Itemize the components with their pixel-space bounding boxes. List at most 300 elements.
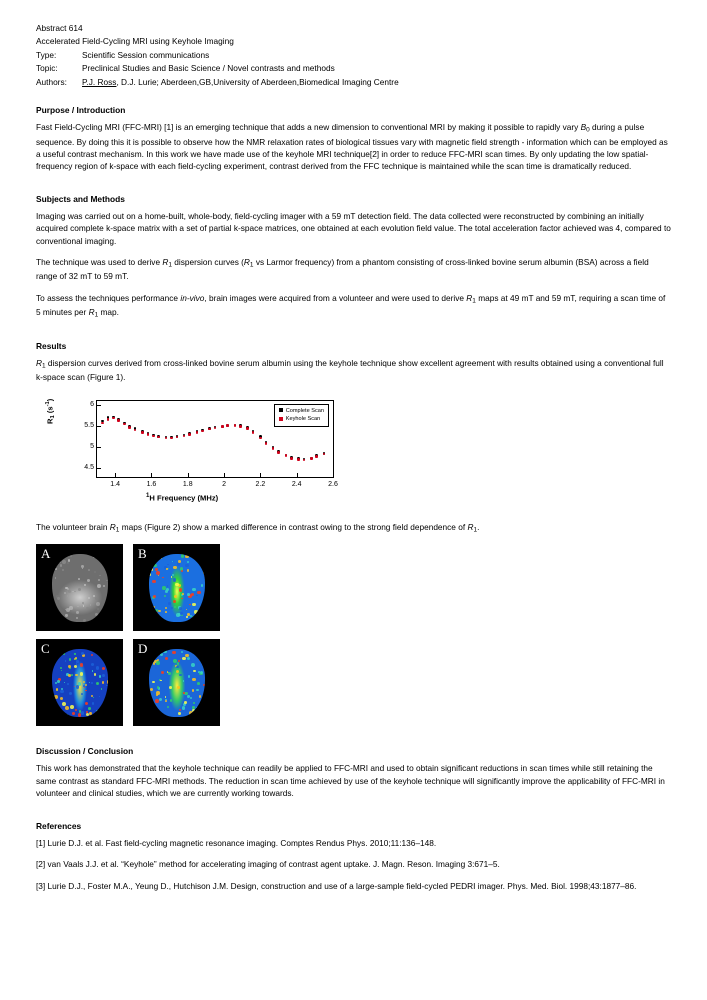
brain-map-texture: [166, 588, 169, 591]
brain-anatomical-texture: [52, 614, 55, 617]
brain-row-bottom: [36, 639, 300, 726]
brain-map-texture: [63, 652, 66, 655]
brain-panel-c: [36, 639, 123, 726]
brain-map-texture: [158, 575, 159, 576]
section-heading-references: References: [36, 820, 82, 831]
brain-anatomical-texture: [76, 617, 78, 619]
brain-anatomical-texture: [58, 560, 61, 563]
brain-anatomical-texture: [69, 606, 73, 610]
brain-map-texture: [155, 667, 158, 670]
brain-map-texture: [92, 670, 94, 672]
brain-map-texture: [179, 607, 182, 610]
chart-data-point: [252, 431, 255, 434]
brain-anatomical-texture: [82, 568, 83, 569]
brain-anatomical-texture: [67, 595, 69, 597]
brain-map-texture: [202, 655, 204, 657]
brain-map-texture: [55, 711, 59, 715]
brain-map-texture: [196, 595, 198, 597]
brain-map-texture: [177, 662, 179, 664]
purpose-symbol-b0: B: [580, 122, 587, 133]
brain-map-texture: [187, 621, 189, 622]
brain-panel-d: [133, 639, 220, 726]
brain-map-texture: [181, 554, 184, 557]
brain-map-texture: [56, 688, 59, 691]
brain-anatomical-texture: [62, 569, 64, 571]
chart-y-tick: [97, 468, 101, 469]
methods-p3-b: , brain images were acquired from a volunteer and were used to derive: [204, 292, 467, 303]
brain-map-texture: [174, 606, 176, 608]
results-p1-a: dispersion curves derived from cross-linked bovine serum albumin using the keyhole technique show excellent agreement with results obtained using a conventional full k-space scan (Figure 1).: [36, 358, 664, 383]
brain-map-texture: [182, 657, 185, 660]
brain-anatomical-texture: [67, 562, 69, 564]
brain-anatomical-texture: [95, 613, 98, 616]
brain-anatomical-texture: [56, 619, 59, 621]
chart-data-point: [208, 428, 211, 431]
brain-map-texture: [173, 566, 176, 569]
brain-map-texture: [57, 680, 60, 683]
brain-map-texture: [83, 681, 85, 683]
brain-map-texture: [149, 562, 150, 563]
reference-item: [2] van Vaals J.J. et al. “Keyhole” method for accelerating imaging of contrast agent uptake. J. Magn. Reson. Imaging 3:671–5.: [36, 859, 500, 870]
brain-map-texture: [160, 653, 163, 656]
brain-map-texture: [54, 695, 58, 699]
brain-map-texture: [182, 593, 184, 595]
results-p1-r1: R: [36, 358, 42, 369]
brain-map-texture: [180, 612, 183, 615]
brain-map-texture: [102, 674, 105, 677]
chart-data-point: [134, 429, 137, 432]
brain-image-map-d: [149, 649, 205, 717]
brain-panel-a: [36, 544, 123, 631]
reference-list: [36, 837, 671, 892]
brain-map-texture: [198, 558, 200, 560]
brain-map-texture: [85, 702, 88, 705]
brain-map-texture: [192, 616, 195, 619]
fig2-cap-c: .: [477, 521, 480, 532]
brain-row-top: [36, 544, 300, 631]
brain-map-texture: [173, 578, 176, 581]
brain-map-texture: [175, 583, 179, 587]
chart-legend: [274, 404, 329, 427]
chart-data-point: [188, 433, 191, 436]
brain-map-texture: [81, 693, 83, 695]
brain-anatomical-texture: [68, 559, 71, 562]
brain-map-texture: [160, 680, 162, 682]
brain-anatomical-texture: [105, 613, 107, 615]
brain-map-texture: [176, 613, 180, 617]
chart-data-point: [170, 437, 173, 440]
brain-anatomical-texture: [60, 564, 62, 566]
brain-map-texture: [67, 683, 69, 685]
brain-map-texture: [79, 710, 81, 712]
chart-data-point: [107, 418, 110, 421]
brain-map-texture: [165, 607, 167, 609]
brain-image-anatomical: [52, 554, 108, 622]
results-p1-r1-sub: 1: [42, 362, 46, 370]
chart-data-point: [128, 426, 131, 429]
brain-map-texture: [194, 610, 197, 613]
brain-map-texture: [193, 653, 196, 656]
brain-map-texture: [177, 686, 179, 688]
brain-panel-d-label: D: [138, 641, 148, 656]
brain-map-texture: [161, 558, 162, 559]
brain-anatomical-texture: [83, 605, 85, 607]
chart-data-point: [112, 417, 115, 420]
brain-map-texture: [153, 564, 156, 567]
brain-map-texture: [185, 564, 189, 568]
chart-y-tick: [97, 426, 101, 427]
brain-map-texture: [157, 615, 160, 618]
purpose-text-c: during a pulse sequence. By doing this it is possible to observe how the NMR relaxation rates of biological tissues vary with magnetic field strength - information which can be employed as a useful contrast mechanism. In this work we have made use of the keyhole MRI technique[2] in order to reduce FFC-MRI scan times. By only updating the low spatial-frequency region of k-space with each field-cycling experiment, contrast derived from the FFC technique is maintained while the scan time is dramatically reduced.: [36, 122, 668, 172]
chart-data-point: [147, 433, 150, 436]
chart-y-tick-label: 5: [90, 443, 94, 451]
chart-x-tick: [224, 473, 225, 477]
chart-x-tick: [151, 473, 152, 477]
brain-map-texture: [156, 571, 160, 575]
brain-map-texture: [191, 663, 195, 667]
chart-x-tick: [260, 473, 261, 477]
chart-data-point: [101, 422, 104, 425]
brain-anatomical-texture: [97, 608, 99, 610]
brain-map-texture: [102, 667, 105, 670]
brain-map-texture: [64, 682, 66, 684]
brain-image-map-c: [52, 649, 108, 717]
brain-map-texture: [168, 568, 169, 569]
brain-map-texture: [65, 660, 66, 661]
brain-anatomical-texture: [83, 619, 85, 621]
brain-map-texture: [167, 564, 168, 565]
legend-swatch-keyhole: [279, 417, 283, 421]
chart-data-point: [323, 453, 326, 456]
brain-anatomical-texture: [68, 590, 71, 593]
brain-map-texture: [178, 712, 181, 715]
brain-map-texture: [183, 680, 185, 682]
brain-anatomical-texture: [90, 604, 91, 605]
reference-item: [1] Lurie D.J. et al. Fast field-cycling magnetic resonance imaging. Comptes Rendus Phys. 2010;11:136–148.: [36, 837, 437, 848]
brain-map-texture: [179, 588, 182, 591]
brain-map-texture: [62, 702, 66, 706]
brain-map-texture: [149, 613, 151, 615]
brain-anatomical-texture: [106, 580, 108, 582]
brain-map-texture: [96, 666, 99, 669]
chart-data-point: [265, 442, 268, 445]
chart-data-point: [315, 455, 318, 458]
brain-map-texture: [185, 710, 187, 712]
methods-p3-r1-sub: 1: [472, 297, 476, 305]
methods-p2-r2: R: [243, 257, 250, 268]
brain-anatomical-texture: [76, 611, 79, 614]
brain-map-texture: [203, 571, 204, 574]
legend-item-complete: [279, 407, 324, 415]
chart-y-tick-label: 4.5: [84, 464, 94, 472]
chart-x-tick-label: 2.4: [291, 480, 302, 488]
brain-map-texture: [192, 588, 196, 592]
abstract-header: [36, 22, 671, 89]
abstract-authors-label: Authors:: [36, 76, 67, 87]
abstract-type: [36, 49, 671, 62]
brain-map-texture: [187, 657, 190, 660]
brain-map-texture: [197, 591, 201, 595]
brain-map-texture: [93, 697, 94, 698]
chart-data-point: [141, 431, 144, 434]
brain-panel-b: [133, 544, 220, 631]
section-heading-purpose: Purpose / Introduction: [36, 105, 126, 116]
abstract-authors: [36, 76, 671, 89]
brain-map-texture: [193, 702, 195, 704]
brain-map-texture: [187, 569, 190, 572]
brain-map-texture: [84, 686, 85, 687]
brain-map-texture: [158, 610, 160, 612]
author-affiliations: , D.J. Lurie; Aberdeen,GB,University of Aberdeen,Biomedical Imaging Centre: [116, 76, 399, 87]
chart-data-point: [259, 437, 262, 440]
brain-map-texture: [179, 669, 180, 670]
section-text-discussion: This work has demonstrated that the keyhole technique can readily be applied to FFC-MRI and used to obtain significant reductions in scan times while still retaining the same contrast as standard FFC-MRI methods. The reduction in scan time achieved by use of the keyhole technique will significantly improve the applicability of FFC-MRI in volunteer and clinical studies, which we are currently working towards.: [36, 763, 665, 799]
chart-data-point: [152, 435, 155, 438]
methods-p3-r2: R: [88, 307, 95, 317]
brain-map-texture: [101, 688, 102, 689]
methods-p2-r1: R: [162, 257, 169, 268]
brain-map-texture: [74, 653, 75, 654]
chart-data-point: [285, 454, 288, 457]
brain-map-texture: [188, 675, 191, 678]
brain-map-texture: [153, 606, 155, 608]
brain-map-texture: [91, 663, 94, 666]
abstract-topic-value: Preclinical Studies and Basic Science / Novel contrasts and methods: [82, 63, 335, 74]
figure-2-caption: [36, 521, 671, 535]
chart-data-point: [117, 419, 120, 422]
brain-map-texture: [155, 612, 158, 615]
chart-x-tick-label: 1.8: [182, 480, 193, 488]
purpose-symbol-b0-sub: 0: [586, 126, 590, 134]
brain-map-texture: [151, 568, 153, 570]
chart-data-point: [234, 424, 237, 427]
brain-map-texture: [75, 674, 78, 677]
brain-map-texture: [192, 689, 195, 692]
brain-map-texture: [150, 602, 152, 604]
brain-anatomical-texture: [55, 577, 57, 579]
brain-map-texture: [177, 562, 180, 565]
brain-map-texture: [67, 714, 68, 715]
brain-map-texture: [152, 580, 156, 584]
brain-map-texture: [99, 696, 101, 698]
results-paragraph-1: [36, 357, 671, 384]
brain-map-texture: [61, 670, 63, 672]
brain-map-texture: [160, 716, 161, 717]
brain-map-texture: [91, 654, 93, 656]
brain-map-texture: [89, 682, 91, 684]
methods-p2-r2-sub: 1: [249, 261, 254, 269]
brain-map-texture: [81, 652, 84, 655]
brain-image-map-b: [149, 554, 205, 622]
brain-anatomical-texture: [78, 588, 81, 591]
reference-item: [3] Lurie D.J., Foster M.A., Yeung D., Hutchison J.M. Design, construction and use of a large-sample field-cycled PEDRI imager. Phys. Med. Biol. 1998;43:1877–86.: [36, 880, 637, 891]
brain-map-texture: [168, 602, 171, 605]
brain-map-texture: [172, 574, 175, 577]
brain-anatomical-texture: [64, 592, 66, 594]
brain-map-texture: [153, 687, 155, 689]
section-heading-methods: Subjects and Methods: [36, 193, 125, 204]
brain-anatomical-texture: [77, 606, 79, 608]
brain-anatomical-texture: [88, 597, 90, 599]
brain-anatomical-texture: [95, 597, 98, 600]
brain-anatomical-texture: [97, 584, 101, 588]
brain-anatomical-texture: [82, 602, 84, 604]
chart-y-tick: [97, 405, 101, 406]
brain-map-texture: [99, 675, 101, 677]
brain-anatomical-texture: [87, 579, 90, 582]
section-text-purpose: [36, 121, 671, 172]
brain-map-texture: [68, 674, 71, 677]
brain-map-texture: [76, 660, 79, 663]
brain-map-texture: [170, 699, 173, 702]
methods-p3-c: maps at 49 mT and 59 mT, requiring a scan time of 5 minutes per: [36, 292, 666, 317]
fig2-cap-r2: R: [467, 521, 474, 532]
brain-map-texture: [172, 651, 176, 655]
legend-label-keyhole: Keyhole Scan: [285, 416, 321, 423]
brain-map-texture: [71, 674, 73, 676]
brain-map-texture: [162, 649, 165, 652]
page-title: Accelerated Field-Cycling MRI using Keyhole Imaging: [36, 36, 234, 47]
brain-map-texture: [193, 670, 195, 672]
brain-map-texture: [159, 698, 163, 702]
brain-anatomical-texture: [57, 597, 60, 600]
brain-anatomical-texture: [78, 578, 80, 580]
methods-p3-r2-sub: 1: [94, 311, 99, 319]
brain-map-texture: [179, 674, 181, 676]
brain-anatomical-texture: [96, 602, 100, 606]
brain-map-texture: [102, 681, 104, 683]
chart-x-tick: [297, 473, 298, 477]
abstract-id: Abstract 614: [36, 23, 83, 33]
brain-map-texture: [197, 682, 200, 685]
brain-map-texture: [179, 709, 181, 711]
chart-data-point: [310, 457, 313, 460]
brain-map-texture: [185, 555, 189, 559]
brain-map-texture: [167, 706, 169, 708]
section-heading-results: Results: [36, 341, 67, 352]
brain-panel-a-label: A: [41, 546, 51, 561]
chart-data-point: [303, 459, 306, 462]
chart-data-point: [157, 436, 160, 439]
brain-map-texture: [74, 686, 75, 687]
methods-paragraph-3: [36, 292, 671, 320]
brain-map-texture: [92, 702, 94, 704]
brain-map-texture: [80, 672, 83, 675]
brain-anatomical-texture: [74, 591, 76, 593]
brain-map-texture: [75, 709, 77, 711]
brain-map-texture: [200, 671, 203, 674]
brain-map-texture: [149, 573, 152, 576]
chart-data-point: [246, 427, 249, 430]
chart-data-point: [239, 425, 242, 428]
brain-map-texture: [100, 708, 104, 712]
brain-map-texture: [53, 703, 57, 707]
brain-map-texture: [165, 611, 167, 613]
brain-map-texture: [176, 666, 179, 669]
brain-map-texture: [196, 707, 197, 708]
legend-item-keyhole: [279, 415, 324, 423]
brain-map-texture: [106, 685, 107, 686]
brain-map-texture: [204, 590, 205, 593]
brain-map-texture: [189, 711, 193, 715]
brain-map-texture: [162, 586, 166, 590]
chart-x-tick: [188, 473, 189, 477]
brain-map-texture: [157, 686, 160, 689]
brain-map-texture: [192, 603, 195, 606]
fig2-cap-r1: R: [109, 521, 116, 532]
brain-map-texture: [161, 671, 164, 674]
chart-plot-area: [84, 400, 338, 488]
brain-map-texture: [167, 585, 169, 587]
brain-map-texture: [89, 712, 92, 715]
chart-y-tick: [97, 447, 101, 448]
brain-anatomical-texture: [98, 579, 100, 581]
brain-map-texture: [96, 682, 100, 686]
chart-data-point: [277, 451, 280, 454]
brain-anatomical-texture: [94, 571, 96, 573]
brain-map-texture: [182, 706, 185, 709]
chart-data-point: [123, 423, 126, 426]
methods-p2-a: The technique was used to derive: [36, 257, 163, 268]
chart-data-point: [297, 458, 300, 461]
brain-map-texture: [194, 658, 196, 660]
brain-map-texture: [201, 617, 205, 621]
brain-map-texture: [72, 712, 75, 715]
brain-anatomical-texture: [93, 556, 95, 558]
chart-data-point: [290, 457, 293, 460]
figure-1-dispersion-chart: [38, 394, 368, 514]
brain-anatomical-texture: [93, 595, 95, 597]
brain-map-texture: [173, 659, 177, 663]
brain-map-texture: [86, 713, 89, 716]
brain-map-texture: [203, 701, 204, 703]
brain-map-texture: [181, 598, 182, 599]
chart-x-tick-label: 2.6: [328, 480, 338, 488]
brain-anatomical-texture: [55, 568, 57, 570]
brain-map-texture: [190, 660, 191, 661]
brain-map-texture: [198, 652, 201, 655]
chart-x-axis-label: $^1$H Frequency (MHz): [146, 491, 219, 503]
chart-data-point: [226, 424, 229, 427]
brain-map-texture: [94, 673, 97, 676]
brain-map-texture: [152, 653, 156, 657]
brain-map-texture: [201, 584, 204, 587]
brain-map-texture: [152, 681, 155, 684]
brain-map-texture: [74, 665, 77, 668]
chart-data-point: [272, 447, 275, 450]
brain-map-texture: [182, 710, 184, 712]
methods-p3-d: map.: [98, 307, 119, 317]
brain-map-texture: [180, 658, 182, 660]
brain-map-texture: [192, 709, 195, 712]
brain-map-texture: [60, 697, 63, 700]
brain-map-texture: [69, 658, 72, 661]
brain-map-texture: [83, 685, 85, 687]
brain-anatomical-texture: [65, 614, 67, 616]
chart-data-point: [165, 437, 168, 440]
brain-map-texture: [153, 710, 154, 711]
brain-map-texture: [196, 677, 199, 680]
abstract-type-label: Type:: [36, 49, 57, 60]
methods-p2-r1-sub: 1: [168, 261, 172, 269]
author-primary: P.J. Ross: [82, 76, 117, 87]
brain-map-texture: [186, 616, 187, 617]
chart-x-tick: [333, 473, 334, 477]
brain-map-texture: [60, 690, 63, 693]
brain-map-texture: [168, 672, 171, 675]
fig2-cap-r1-sub: 1: [115, 526, 120, 534]
chart-x-tick-label: 2.2: [255, 480, 266, 488]
